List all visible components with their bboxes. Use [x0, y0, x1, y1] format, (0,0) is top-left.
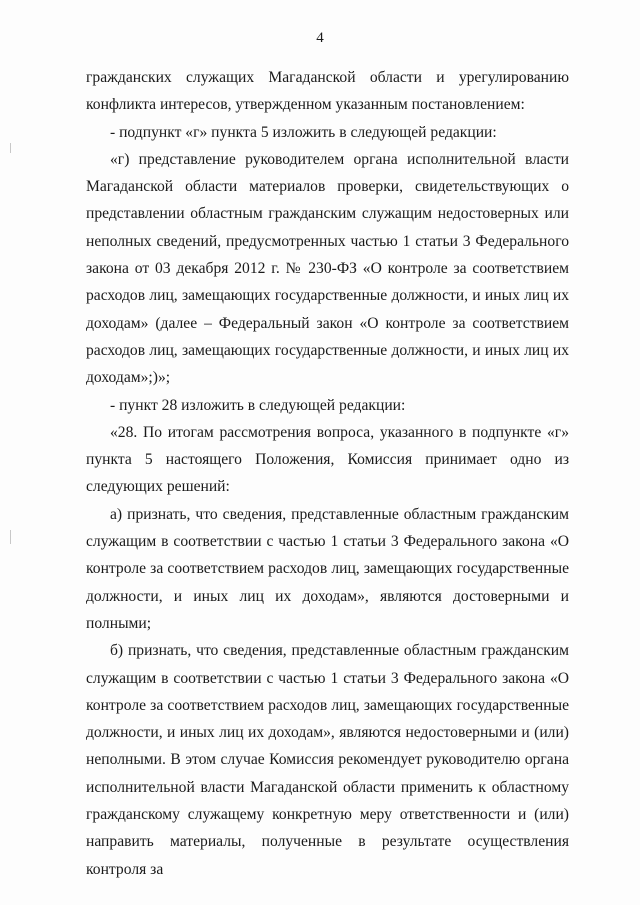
document-body	[86, 64, 569, 883]
paragraph: гражданских служащих Магаданской области и урегулированию конфликта интересов, утвержденном указанным постановлением:	[86, 69, 569, 114]
quoted-clause-28: «28. По итогам рассмотрения вопроса, указанного в подпункте «г» пункта 5 настоящего Положения, Комиссия принимает одно из следующих решений:	[86, 423, 569, 496]
decision-option-a: а) признать, что сведения, представленные областным гражданским служащим в соответствии с частью 1 статьи 3 Федерального закона «О контроле за соответствием расходов лиц, замещающих государственные должности, и иных лиц их доходам», являются достоверными и полными;	[86, 505, 569, 632]
scan-artifact	[10, 530, 11, 544]
amendment-item: - подпункт «г» пункта 5 изложить в следующей редакции:	[110, 123, 497, 141]
scan-artifact	[10, 143, 11, 153]
quoted-subclause-g: «г) представление руководителем органа исполнительной власти Магаданской области материалов проверки, свидетельствующих о представлении областным гражданским служащим недостоверных или неполных сведений, предусмотренных частью 1 статьи 3 Федерального закона от 03 декабря 2012 г. № 230-ФЗ «О контроле за соответствием расходов лиц, замещающих государственные должности, и иных лиц их доходам» (далее – Федеральный закон «О контроле за соответствием расходов лиц, замещающих государственные должности, и иных лиц их доходам»;)»;	[86, 150, 569, 387]
page-number: 4	[316, 30, 324, 46]
decision-option-b: б) признать, что сведения, представленные областным гражданским служащим в соответствии с частью 1 статьи 3 Федерального закона «О контроле за соответствием расходов лиц, замещающих государственные должности, и иных лиц их доходам», являются недостоверными и (или) неполными. В этом случае Комиссия рекомендует руководителю органа исполнительной власти Магаданской области применить к областному гражданскому служащему конкретную меру ответственности и (или) направить материалы, полученные в результате осуществления контроля за	[86, 642, 569, 878]
amendment-item: - пункт 28 изложить в следующей редакции:	[110, 396, 406, 414]
